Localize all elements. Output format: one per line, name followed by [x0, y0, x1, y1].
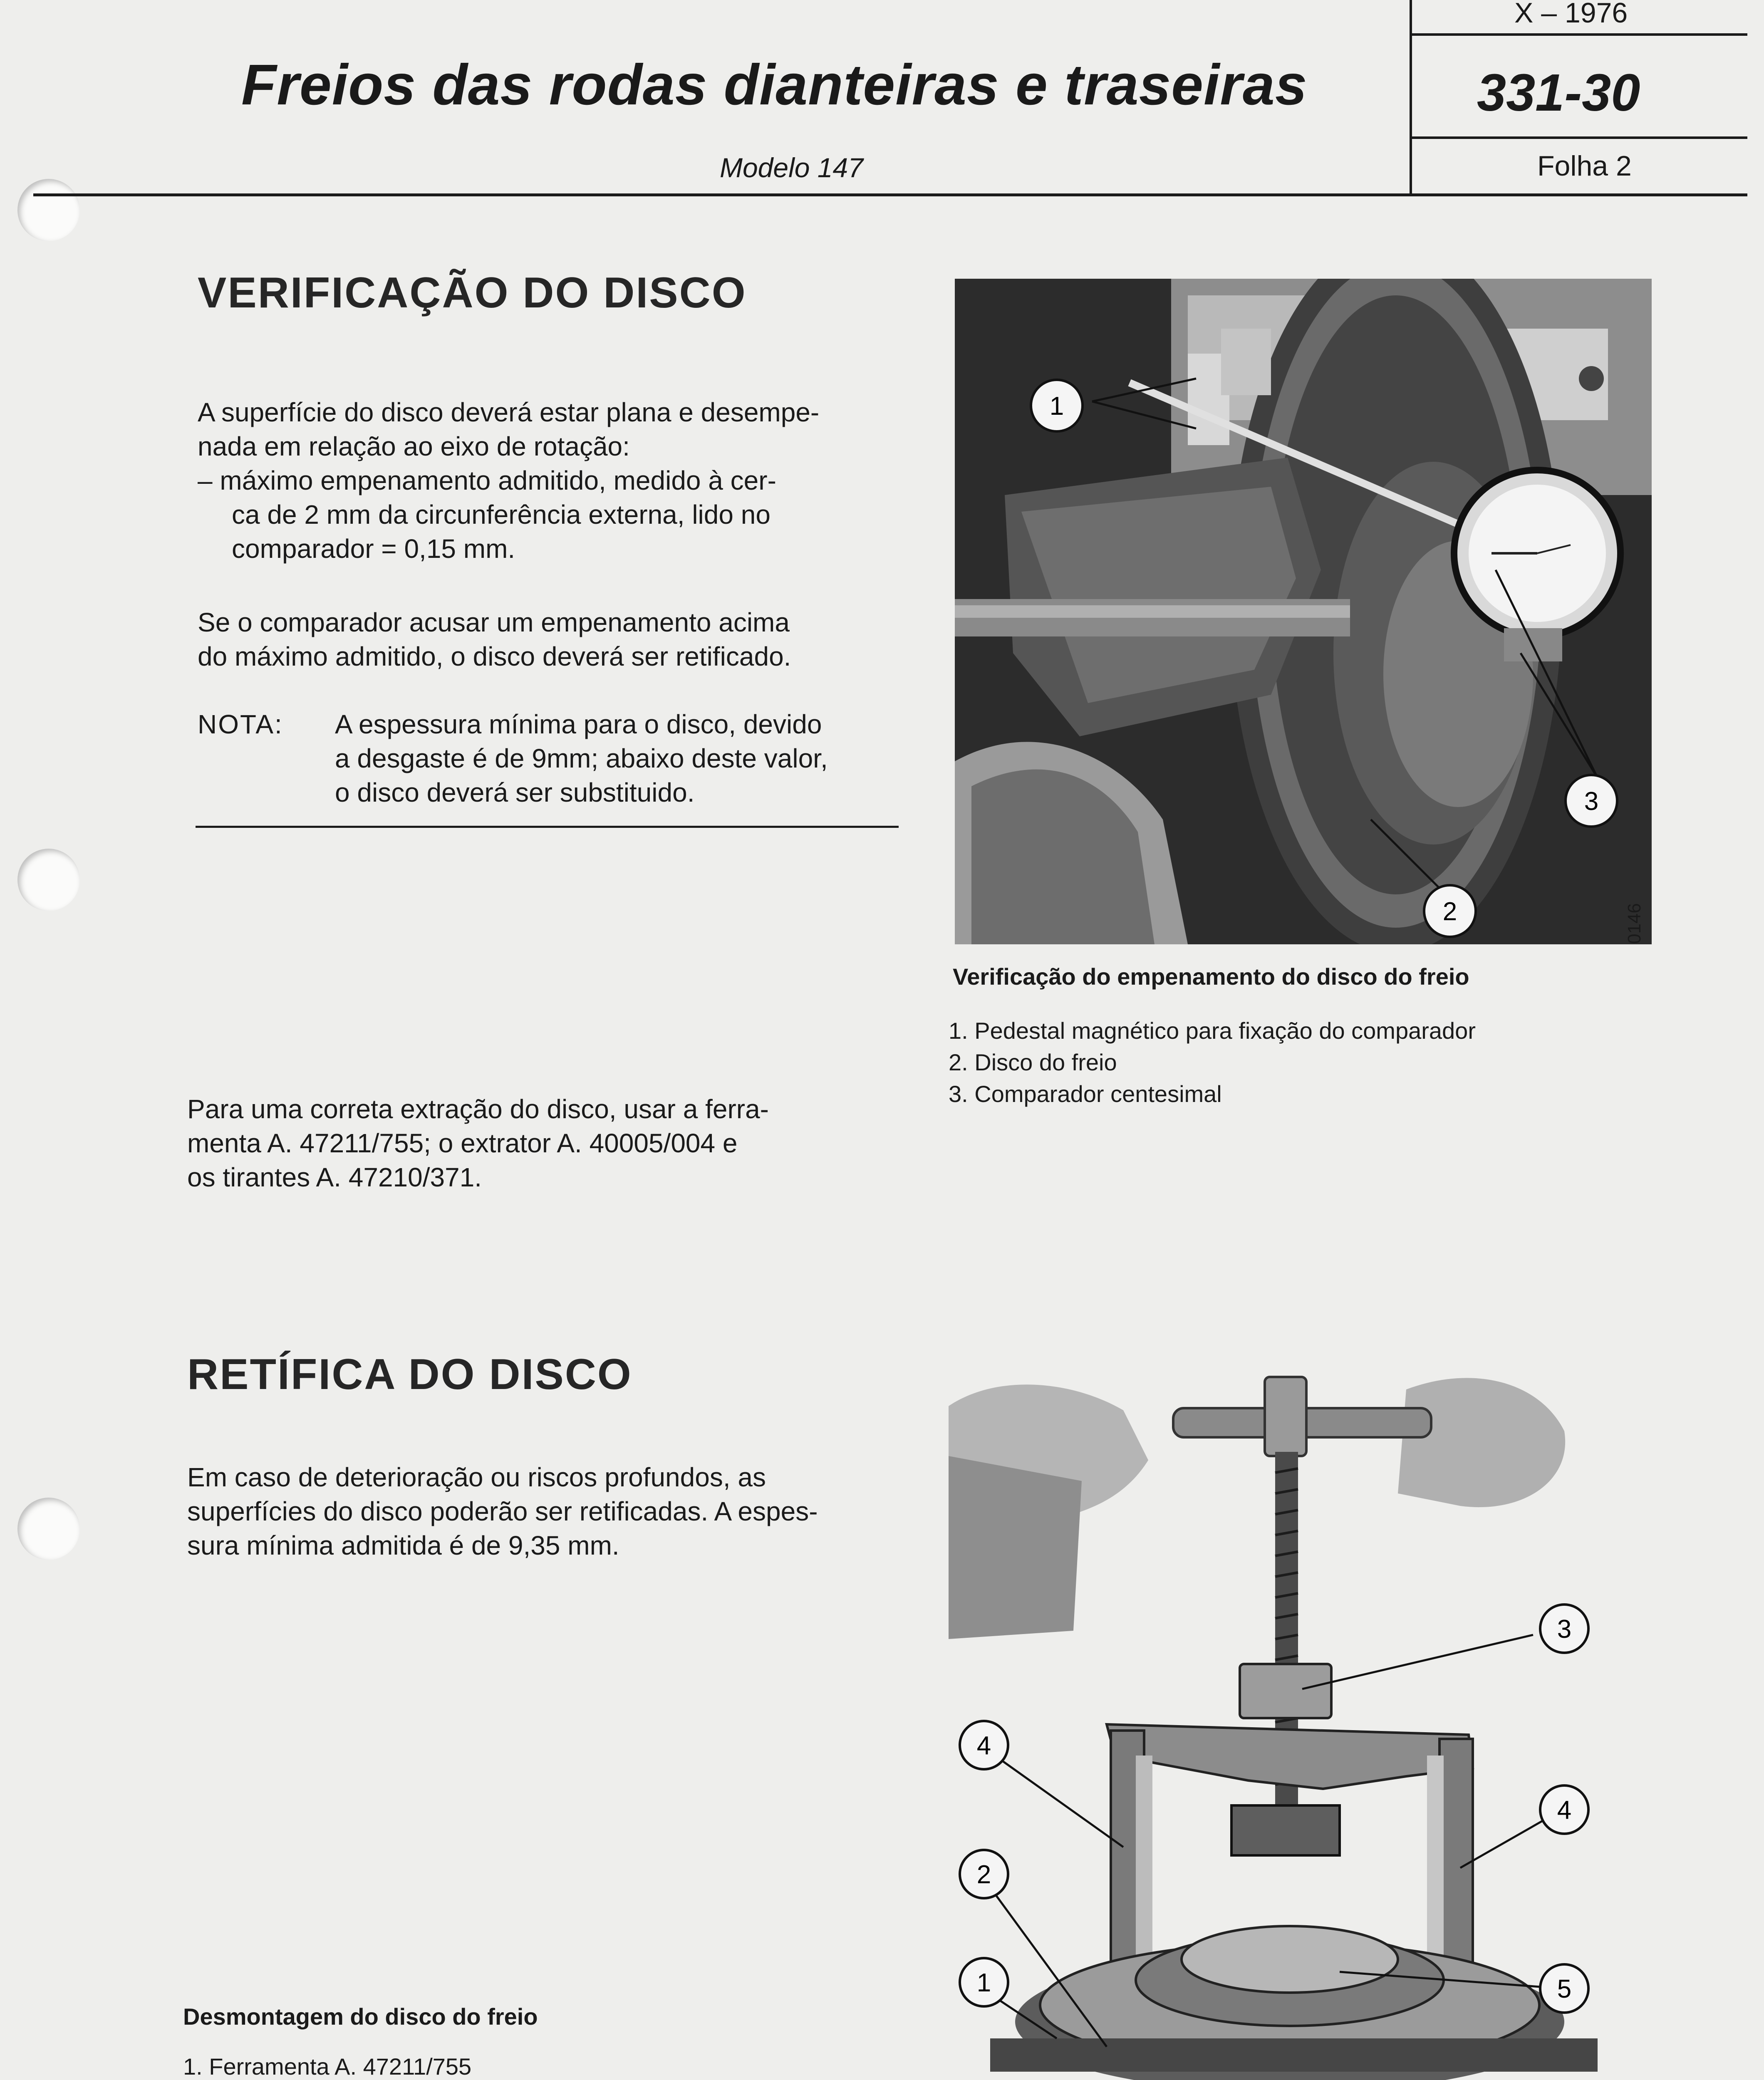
callout-5	[1540, 1964, 1588, 2013]
svg-text:1: 1	[976, 1969, 991, 1997]
svg-text:1: 1	[1049, 392, 1064, 421]
page-title: Freios das rodas dianteiras e traseiras	[241, 53, 1308, 117]
text-line: A espessura mínima para o disco, devido	[335, 709, 822, 739]
callout-4-left	[960, 1721, 1008, 1769]
svg-text:3: 3	[1584, 787, 1599, 816]
text-line: ca de 2 mm da circunferência externa, lido no	[232, 500, 771, 530]
figure2-caption: Desmontagem do disco do freio	[183, 2003, 538, 2030]
svg-text:3: 3	[1557, 1615, 1572, 1644]
figure1-legend	[949, 1015, 1476, 1110]
text-line: do máximo admitido, o disco deverá ser retificado.	[198, 641, 791, 671]
text-line: comparador = 0,15 mm.	[232, 534, 515, 564]
figure-disc-removal	[949, 1356, 1656, 2080]
header-box-rule	[1410, 136, 1747, 139]
legend-item: 2. Disco do freio	[949, 1049, 1117, 1075]
callout-4-right	[1540, 1785, 1588, 1834]
text-line: A superfície do disco deverá estar plana e desempe-	[198, 397, 820, 427]
callout-1	[1031, 380, 1083, 431]
binder-hole	[17, 179, 80, 241]
figure-disc-runout	[955, 279, 1652, 944]
text-line: superfícies do disco poderão ser retificadas. A espes-	[187, 1496, 818, 1526]
text-line: os tirantes A. 47210/371.	[187, 1162, 482, 1192]
figure2-legend	[183, 2051, 473, 2080]
callout-3	[1540, 1605, 1588, 1653]
svg-text:5: 5	[1557, 1975, 1572, 2003]
disc-runout-photo	[955, 279, 1652, 944]
section-heading-retifica: RETÍFICA DO DISCO	[187, 1350, 632, 1399]
disc-removal-photo	[949, 1356, 1656, 2080]
text-line: Para uma correta extração do disco, usar a ferra-	[187, 1094, 769, 1124]
nota-rule	[196, 826, 899, 828]
legend-item: 1. Pedestal magnético para fixação do comparador	[949, 1018, 1476, 1044]
legend-item: 3. Comparador centesimal	[949, 1081, 1222, 1107]
section-heading-verificacao: VERIFICAÇÃO DO DISCO	[198, 269, 747, 317]
text-line: a desgaste é de 9mm; abaixo deste valor,	[335, 743, 828, 773]
text-line: – máximo empenamento admitido, medido à cer-	[198, 466, 776, 495]
callout-2	[1424, 885, 1476, 937]
sheet-number: Folha 2	[1537, 150, 1632, 182]
extracao-paragraph	[187, 1092, 890, 1194]
callout-2	[960, 1850, 1008, 1898]
retificar-paragraph	[198, 605, 892, 674]
nota-text	[335, 707, 901, 810]
text-line: o disco deverá ser substituido.	[335, 778, 695, 807]
issue-date: X – 1976	[1514, 0, 1628, 29]
verificacao-paragraph	[198, 395, 892, 566]
legend-item: 1. Ferramenta A. 47211/755	[183, 2053, 472, 2080]
text-line: nada em relação ao eixo de rotação:	[198, 431, 630, 461]
text-line: Se o comparador acusar um empenamento acima	[198, 607, 790, 637]
figure1-code: 0146	[1624, 903, 1645, 944]
svg-text:4: 4	[1557, 1796, 1572, 1825]
header-divider	[1410, 0, 1412, 196]
binder-hole	[17, 1498, 80, 1560]
svg-text:2: 2	[1442, 897, 1457, 926]
model-label: Modelo 147	[720, 152, 863, 183]
nota-label: NOTA:	[198, 709, 283, 739]
callout-3	[1566, 775, 1617, 827]
header-box-rule	[1410, 33, 1747, 36]
svg-text:2: 2	[976, 1860, 991, 1889]
retifica-paragraph	[187, 1460, 890, 1562]
header-rule	[33, 193, 1747, 196]
text-line: Em caso de deterioração ou riscos profundos, as	[187, 1462, 766, 1492]
binder-hole	[17, 849, 80, 911]
text-line: menta A. 47211/755; o extrator A. 40005/004 e	[187, 1128, 738, 1158]
figure1-caption: Verificação do empenamento do disco do freio	[953, 963, 1469, 990]
section-code: 331-30	[1477, 63, 1640, 122]
text-line: sura mínima admitida é de 9,35 mm.	[187, 1530, 619, 1560]
callout-1	[960, 1958, 1008, 2006]
svg-text:4: 4	[976, 1731, 991, 1760]
